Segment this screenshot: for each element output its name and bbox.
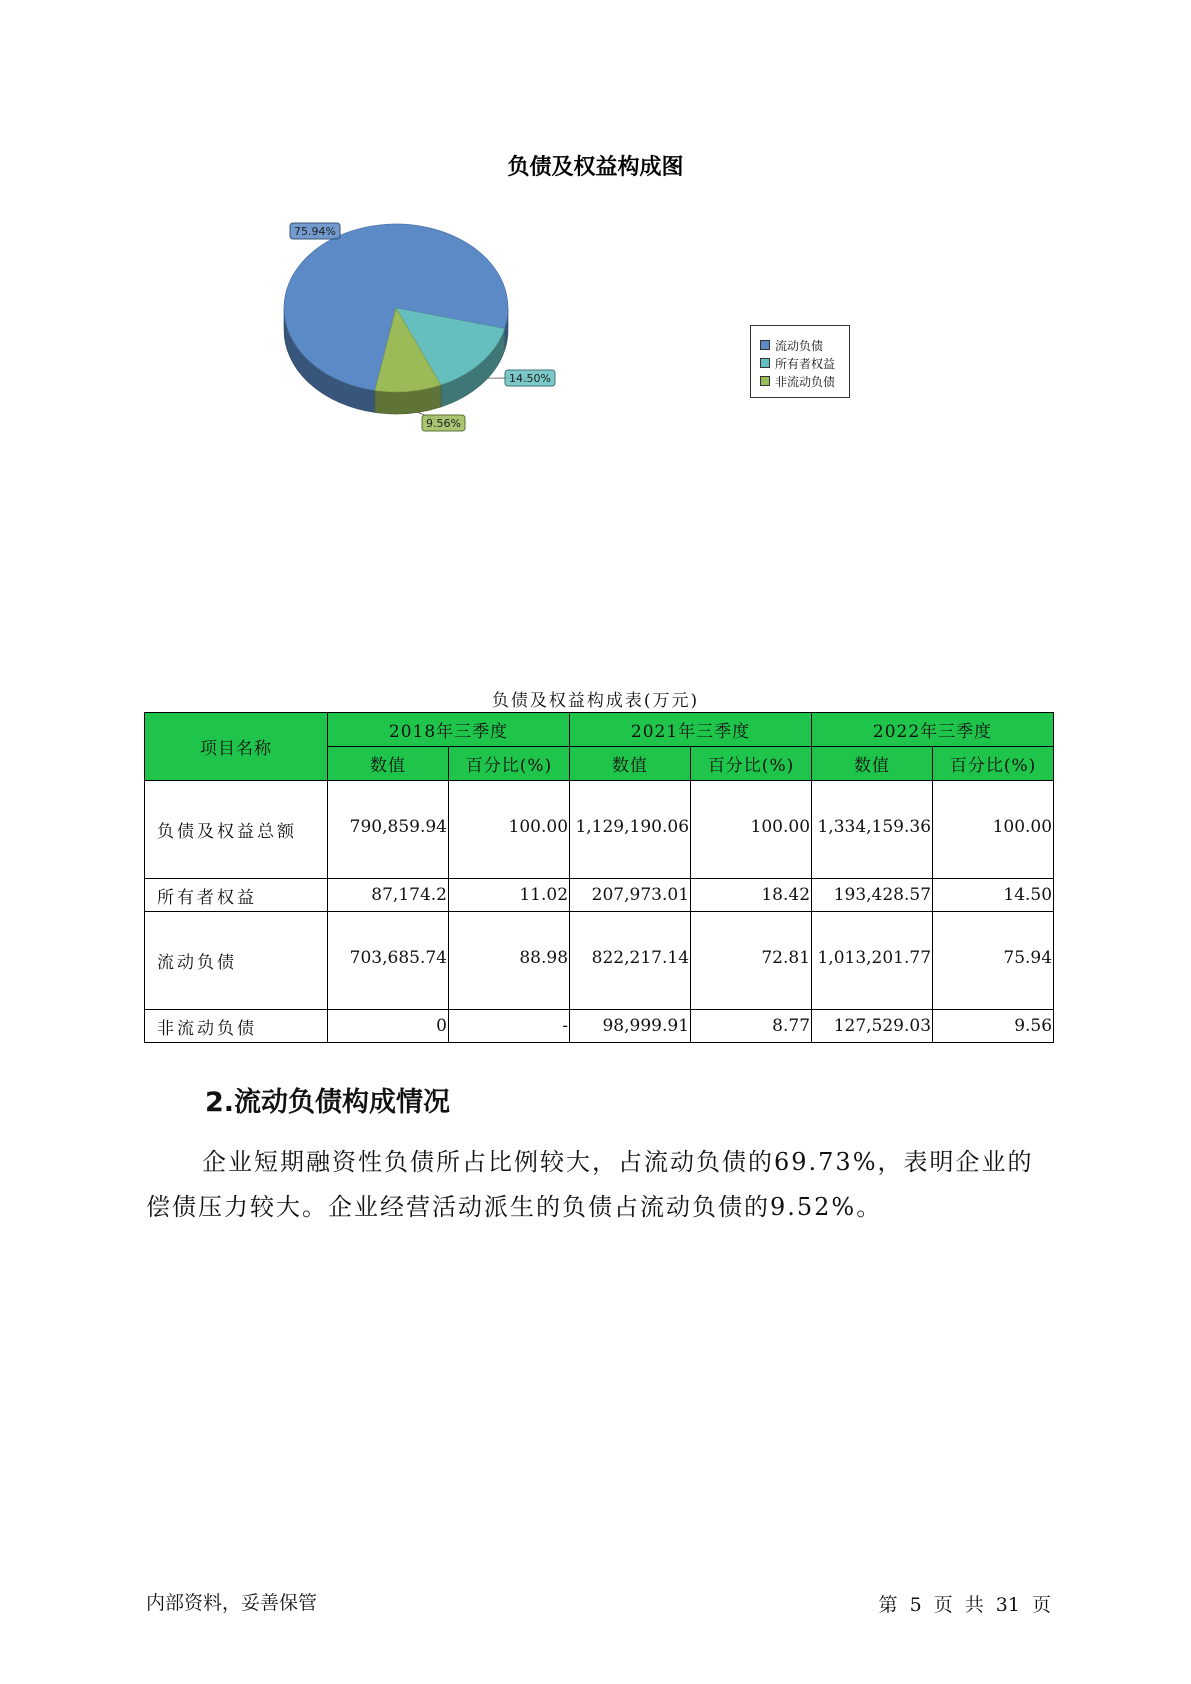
table-row (145, 1010, 1054, 1043)
cell: 100.00 (449, 781, 570, 879)
row-label: 负债及权益总额 (145, 781, 328, 879)
chart-title: 负债及权益构成图 (507, 155, 684, 180)
table-row (145, 912, 1054, 1010)
subheader-value: 数值 (812, 747, 933, 781)
subheader-percent: 百分比(%) (933, 747, 1054, 781)
footer-page-number: 第 5 页 共 31 页 (878, 1594, 1051, 1616)
legend-label: 流动负债 (775, 338, 824, 353)
cell: 0 (328, 1010, 449, 1043)
subheader-value: 数值 (570, 747, 691, 781)
cell: 1,013,201.77 (812, 912, 933, 1010)
cell: 790,859.94 (328, 781, 449, 879)
legend-label: 所有者权益 (775, 356, 836, 371)
cell: 18.42 (691, 879, 812, 912)
pie-label-owners-equity: 14.50% (509, 372, 551, 385)
pie-label-noncurrent-liabilities: 9.56% (426, 417, 461, 430)
row-label: 非流动负债 (145, 1010, 328, 1043)
cell: 11.02 (449, 879, 570, 912)
cell: 1,129,190.06 (570, 781, 691, 879)
cell: - (449, 1010, 570, 1043)
cell: 98,999.91 (570, 1010, 691, 1043)
composition-table (144, 712, 1054, 1043)
cell: 14.50 (933, 879, 1054, 912)
cell: 8.77 (691, 1010, 812, 1043)
legend-label: 非流动负债 (775, 374, 836, 389)
legend-swatch (760, 358, 770, 368)
pie-label-current-liabilities: 75.94% (294, 225, 336, 238)
legend-item-noncurrent-liabilities (760, 372, 849, 390)
subheader-percent: 百分比(%) (691, 747, 812, 781)
table-row (145, 879, 1054, 912)
cell: 9.56 (933, 1010, 1054, 1043)
table-header-row (145, 713, 1054, 747)
subheader-value: 数值 (328, 747, 449, 781)
cell: 100.00 (933, 781, 1054, 879)
cell: 207,973.01 (570, 879, 691, 912)
body-paragraph: 企业短期融资性负债所占比例较大，占流动负债的69.73%，表明企业的偿债压力较大。企业经营活动派生的负债占流动负债的9.52%。 (146, 1148, 1034, 1221)
pie-chart (270, 215, 570, 475)
row-label: 所有者权益 (145, 879, 328, 912)
cell: 127,529.03 (812, 1010, 933, 1043)
row-label: 流动负债 (145, 912, 328, 1010)
cell: 88.98 (449, 912, 570, 1010)
header-period: 2021年三季度 (570, 713, 812, 747)
subheader-percent: 百分比(%) (449, 747, 570, 781)
cell: 75.94 (933, 912, 1054, 1010)
cell: 100.00 (691, 781, 812, 879)
chart-legend (750, 325, 850, 398)
header-item-name: 项目名称 (145, 713, 328, 781)
legend-item-owners-equity (760, 354, 849, 372)
cell: 703,685.74 (328, 912, 449, 1010)
header-period: 2018年三季度 (328, 713, 570, 747)
cell: 1,334,159.36 (812, 781, 933, 879)
footer-confidential-note: 内部资料，妥善保管 (146, 1592, 318, 1614)
table-caption: 负债及权益构成表(万元) (491, 691, 700, 711)
section-title: 2.流动负债构成情况 (205, 1087, 451, 1118)
cell: 193,428.57 (812, 879, 933, 912)
cell: 72.81 (691, 912, 812, 1010)
cell: 87,174.2 (328, 879, 449, 912)
cell: 822,217.14 (570, 912, 691, 1010)
legend-item-current-liabilities (760, 336, 849, 354)
table-row (145, 781, 1054, 879)
legend-swatch (760, 340, 770, 350)
header-period: 2022年三季度 (812, 713, 1054, 747)
legend-swatch (760, 376, 770, 386)
